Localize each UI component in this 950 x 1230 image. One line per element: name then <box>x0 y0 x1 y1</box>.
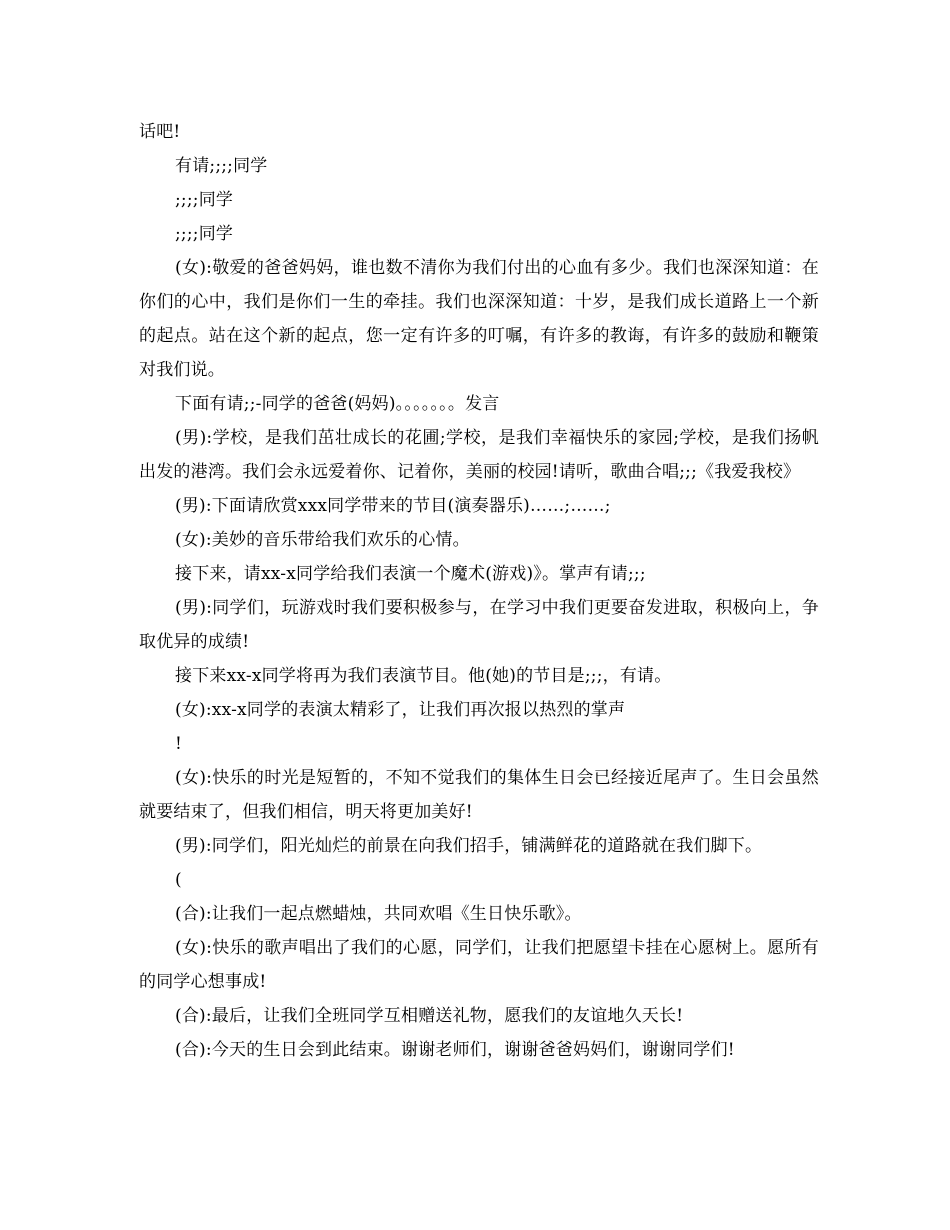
paragraph: ;;;;同学 <box>175 224 234 244</box>
paragraph: (女):快乐的时光是短暂的，不知不觉我们的集体生日会已经接近尾声了。生日会虽然就要结束了，但我们相信，明天将更加美好! <box>139 768 819 822</box>
paragraph: ;;;;同学 <box>175 190 234 210</box>
paragraph: (合):今天的生日会到此结束。谢谢老师们，谢谢爸爸妈妈们，谢谢同学们! <box>175 1040 735 1060</box>
paragraph: (合):最后，让我们全班同学互相赠送礼物，愿我们的友谊地久天长! <box>175 1006 684 1026</box>
paragraph: (女):敬爱的爸爸妈妈，谁也数不清你为我们付出的心血有多少。我们也深深知道：在你们的心中，我们是你们一生的牵挂。我们也深深知道：十岁，是我们成长道路上一个新的起点。站在这个新的起点，您一定有许多的叮嘱，有许多的教诲，有许多的鼓励和鞭策对我们说。 <box>139 258 819 380</box>
paragraph: (男):下面请欣赏xxx同学带来的节目(演奏器乐)……;……; <box>175 496 611 516</box>
document-body <box>139 115 819 1067</box>
paragraph: (男):同学们，阳光灿烂的前景在向我们招手，铺满鲜花的道路就在我们脚下。 <box>175 836 763 856</box>
paragraph: (男):同学们，玩游戏时我们要积极参与，在学习中我们更要奋发进取，积极向上，争取优异的成绩! <box>139 598 819 652</box>
paragraph: (女):美妙的音乐带给我们欢乐的心情。 <box>175 530 470 550</box>
paragraph: 接下来，请xx-x同学给我们表演一个魔术(游戏)》。掌声有请;;; <box>175 564 646 584</box>
paragraph: 下面有请;;-同学的爸爸(妈妈)。。。。。。。发言 <box>175 394 500 414</box>
paragraph: (合):让我们一起点燃蜡烛，共同欢唱《生日快乐歌》。 <box>175 904 582 924</box>
paragraph: 话吧! <box>139 122 181 142</box>
paragraph: ( <box>175 870 182 890</box>
paragraph: (男):学校，是我们茁壮成长的花圃;学校，是我们幸福快乐的家园;学校，是我们扬帆出发的港湾。我们会永远爱着你、记着你，美丽的校园!请听，歌曲合唱;;;《我爱我校》 <box>139 428 819 482</box>
paragraph: (女):快乐的歌声唱出了我们的心愿，同学们，让我们把愿望卡挂在心愿树上。愿所有的同学心想事成! <box>139 938 819 992</box>
paragraph: (女):xx-x同学的表演太精彩了，让我们再次报以热烈的掌声 <box>175 700 626 720</box>
paragraph: ! <box>175 734 183 754</box>
paragraph: 接下来xx-x同学将再为我们表演节目。他(她)的节目是;;;，有请。 <box>175 666 672 686</box>
paragraph: 有请;;;;同学 <box>175 156 268 176</box>
